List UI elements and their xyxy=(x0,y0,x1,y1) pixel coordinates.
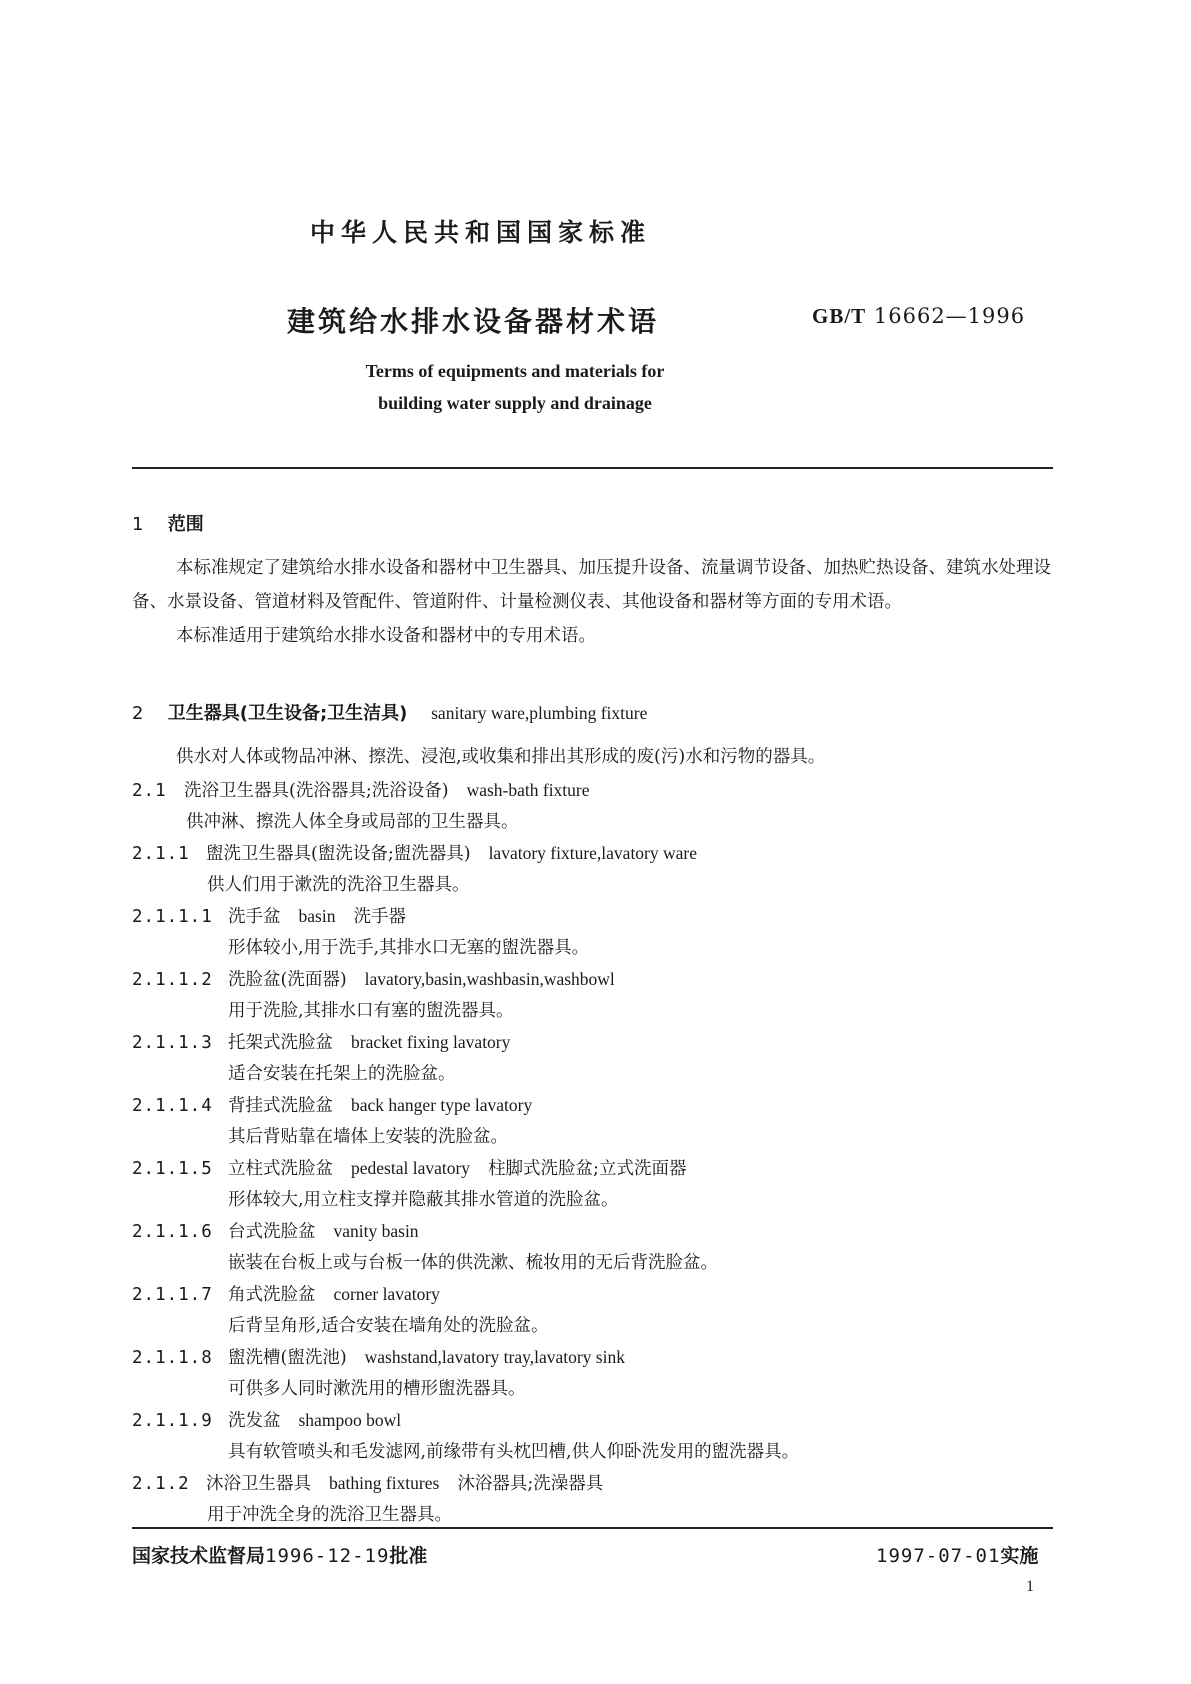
term-number: 2.1.1 xyxy=(132,844,190,864)
term-number: 2.1.2 xyxy=(132,1474,190,1494)
term-en: wash-bath fixture xyxy=(466,780,590,800)
term-cn: 洗脸盆(洗面器) xyxy=(228,970,347,990)
section-1-heading xyxy=(132,510,204,536)
section-number: 2 xyxy=(132,703,144,724)
term-heading xyxy=(132,1407,419,1432)
term-heading xyxy=(132,1281,458,1306)
standard-prefix: GB/T xyxy=(812,304,867,328)
term-definition: 具有软管喷头和毛发滤网,前缘带有头枕凹槽,供人仰卧洗发用的盥洗器具。 xyxy=(228,1442,800,1462)
section-1-body xyxy=(132,551,1053,653)
document-title-en-line1: Terms of equipments and materials for xyxy=(365,361,665,381)
term-alt: 沐浴器具;洗澡器具 xyxy=(457,1474,604,1494)
term-heading xyxy=(132,1029,528,1054)
term-definition: 供冲淋、擦洗人体全身或局部的卫生器具。 xyxy=(186,812,519,832)
implementation-line xyxy=(876,1541,1038,1568)
term-definition: 其后背贴靠在墙体上安装的洗脸盆。 xyxy=(228,1127,508,1147)
term-cn: 沐浴卫生器具 xyxy=(206,1474,311,1494)
term-cn: 洗浴卫生器具(洗浴器具;洗浴设备) xyxy=(184,781,449,801)
term-cn: 洗发盆 xyxy=(228,1411,281,1431)
term-number: 2.1.1.2 xyxy=(132,970,213,990)
page-number: 1 xyxy=(1026,1578,1034,1595)
term-number: 2.1.1.5 xyxy=(132,1159,213,1179)
term-number: 2.1.1.3 xyxy=(132,1033,213,1053)
issuer: 国家技术监督局 xyxy=(132,1545,266,1567)
term-en: bathing fixtures xyxy=(329,1473,440,1493)
term-cn: 台式洗脸盆 xyxy=(228,1222,316,1242)
term-definition: 适合安装在托架上的洗脸盆。 xyxy=(228,1064,456,1084)
term-heading xyxy=(132,1470,603,1495)
term-cn: 立柱式洗脸盆 xyxy=(228,1159,333,1179)
section-title-en: sanitary ware,plumbing fixture xyxy=(431,703,648,723)
term-en: corner lavatory xyxy=(333,1284,440,1304)
section-title: 范围 xyxy=(167,514,204,535)
term-en: lavatory,basin,washbasin,washbowl xyxy=(364,969,615,989)
term-number: 2.1.1.6 xyxy=(132,1222,213,1242)
term-definition: 用于洗脸,其排水口有塞的盥洗器具。 xyxy=(228,1001,514,1021)
term-en: washstand,lavatory tray,lavatory sink xyxy=(364,1347,625,1367)
term-heading xyxy=(132,903,406,928)
term-cn: 盥洗卫生器具(盥洗设备;盥洗器具) xyxy=(206,844,471,864)
term-heading xyxy=(132,840,715,865)
term-alt: 洗手器 xyxy=(353,907,406,927)
approve-label: 批准 xyxy=(389,1545,428,1567)
scope-paragraph: 本标准规定了建筑给水排水设备和器材中卫生器具、加压提升设备、流量调节设备、加热贮热设备、建筑水处理设备、水景设备、管道材料及管配件、管道附件、计量检测仪表、其他设备和器材等方面的专用术语。 xyxy=(132,558,1051,612)
term-en: basin xyxy=(298,906,336,926)
term-en: back hanger type lavatory xyxy=(351,1095,533,1115)
term-definition: 可供多人同时漱洗用的槽形盥洗器具。 xyxy=(228,1379,526,1399)
section-2-heading xyxy=(132,699,665,725)
term-number: 2.1.1.1 xyxy=(132,907,213,927)
term-definition: 形体较大,用立柱支撑并隐蔽其排水管道的洗脸盆。 xyxy=(228,1190,619,1210)
term-en: shampoo bowl xyxy=(298,1410,402,1430)
section-title: 卫生器具(卫生设备;卫生洁具) xyxy=(167,703,408,724)
term-heading xyxy=(132,1218,437,1243)
scope-paragraph-2: 本标准适用于建筑给水排水设备和器材中的专用术语。 xyxy=(176,626,596,646)
implementation-date: 1997-07-01 xyxy=(876,1545,1001,1567)
term-cn: 托架式洗脸盆 xyxy=(228,1033,333,1053)
approve-date: 1996-12-19 xyxy=(265,1545,390,1567)
term-definition: 后背呈角形,适合安装在墙角处的洗脸盆。 xyxy=(228,1316,549,1336)
term-en: vanity basin xyxy=(333,1221,419,1241)
term-alt: 柱脚式洗脸盆;立式洗面器 xyxy=(488,1159,687,1179)
approval-line xyxy=(132,1541,427,1568)
document-title-cn: 建筑给水排水设备器材术语 xyxy=(287,305,660,338)
term-en: lavatory fixture,lavatory ware xyxy=(488,843,698,863)
term-heading xyxy=(132,777,608,802)
footer-divider xyxy=(132,1527,1053,1529)
term-cn: 洗手盆 xyxy=(228,907,281,927)
term-heading xyxy=(132,966,633,991)
standard-number xyxy=(812,304,1025,329)
term-number: 2.1 xyxy=(132,781,167,801)
section-2-definition: 供水对人体或物品冲淋、擦洗、浸泡,或收集和排出其形成的废(污)水和污物的器具。 xyxy=(176,747,826,767)
term-heading xyxy=(132,1092,550,1117)
header-divider xyxy=(132,467,1053,469)
term-cn: 角式洗脸盆 xyxy=(228,1285,316,1305)
document-title-en-line2: building water supply and drainage xyxy=(378,393,652,413)
section-number: 1 xyxy=(132,514,144,535)
term-number: 2.1.1.9 xyxy=(132,1411,213,1431)
term-en: bracket fixing lavatory xyxy=(351,1032,511,1052)
term-number: 2.1.1.7 xyxy=(132,1285,213,1305)
term-heading xyxy=(132,1344,643,1369)
standard-code: 16662—1996 xyxy=(873,304,1026,328)
term-number: 2.1.1.8 xyxy=(132,1348,213,1368)
term-definition: 用于冲洗全身的洗浴卫生器具。 xyxy=(207,1505,452,1525)
term-definition: 嵌装在台板上或与台板一体的供洗漱、梳妆用的无后背洗脸盆。 xyxy=(228,1253,718,1273)
term-cn: 背挂式洗脸盆 xyxy=(228,1096,333,1116)
term-en: pedestal lavatory xyxy=(351,1158,471,1178)
term-definition: 供人们用于漱洗的洗浴卫生器具。 xyxy=(207,875,470,895)
term-cn: 盥洗槽(盥洗池) xyxy=(228,1348,347,1368)
term-number: 2.1.1.4 xyxy=(132,1096,213,1116)
term-heading xyxy=(132,1155,686,1180)
implementation-label: 实施 xyxy=(1000,1545,1039,1567)
national-standard-heading: 中华人民共和国国家标准 xyxy=(310,218,652,247)
term-definition: 形体较小,用于洗手,其排水口无塞的盥洗器具。 xyxy=(228,938,590,958)
